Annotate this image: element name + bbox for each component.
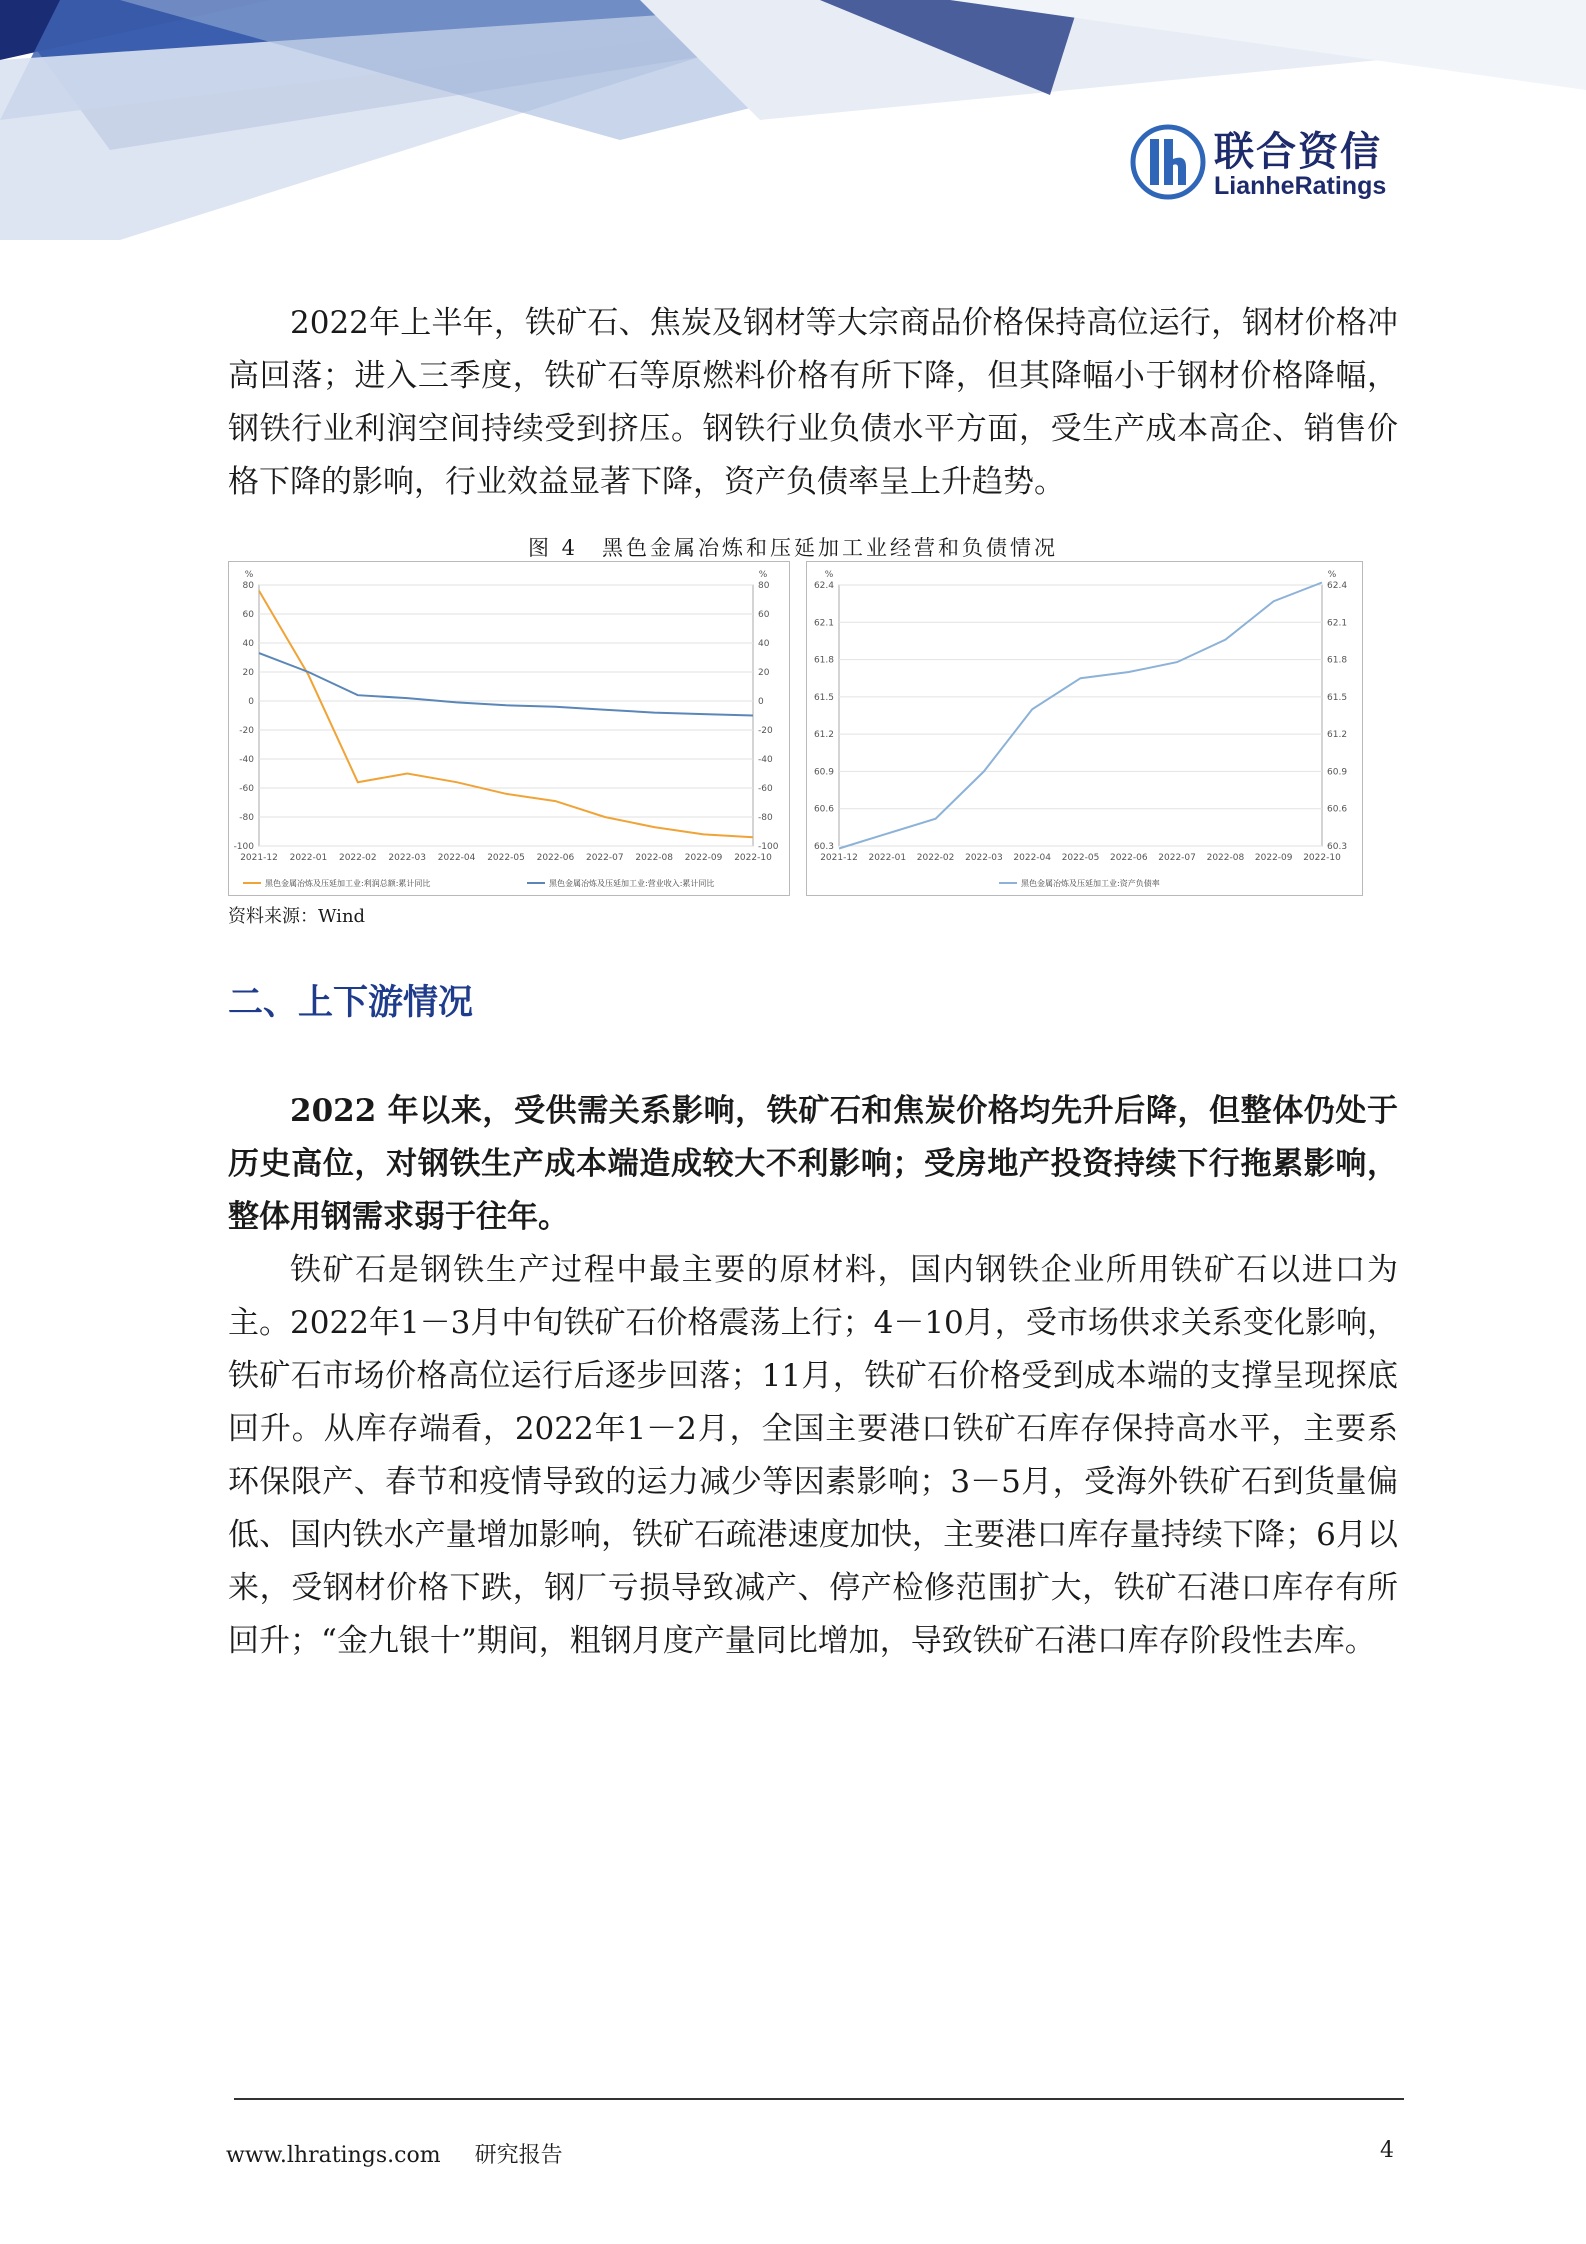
logo-name-en: LianheRatings: [1214, 172, 1387, 200]
footer-divider: [234, 2098, 1404, 2100]
chart-profit-revenue: [228, 561, 790, 896]
y-tick-label-right: 61.8: [1327, 655, 1348, 666]
x-tick-label: 2022-01: [289, 853, 328, 863]
y-tick-label-left: 60.9: [813, 767, 834, 778]
y-tick-label-left: 20: [242, 668, 254, 678]
y-tick-label-left: -60: [239, 784, 254, 794]
x-tick-label: 2021-12: [820, 853, 858, 863]
series-line: [259, 653, 753, 715]
x-tick-label: 2022-03: [388, 853, 427, 863]
y-unit-left: %: [824, 570, 834, 580]
y-tick-label-right: -40: [758, 755, 773, 765]
y-tick-label-right: 80: [758, 581, 770, 591]
x-tick-label: 2022-02: [916, 853, 955, 863]
y-tick-label-left: 61.8: [813, 655, 834, 666]
y-tick-label-right: 60: [758, 610, 770, 620]
y-tick-label-left: -20: [239, 726, 254, 736]
figure-title: 图 4 黑色金属冶炼和压延加工业经营和负债情况: [527, 536, 1059, 560]
y-unit-right: %: [1327, 570, 1337, 580]
company-logo: [1130, 118, 1420, 208]
y-tick-label-right: 40: [758, 639, 770, 649]
logo-mark-icon: [1130, 124, 1206, 200]
y-unit-left: %: [244, 570, 254, 580]
x-tick-label: 2022-10: [734, 853, 772, 863]
y-tick-label-left: 60.6: [813, 804, 834, 815]
y-tick-label-right: -100: [758, 842, 779, 852]
footer-left: [226, 2138, 563, 2169]
chart-debt-ratio: [806, 561, 1363, 896]
x-tick-label: 2022-08: [1206, 853, 1245, 863]
figure-source: 资料来源：Wind: [228, 906, 366, 927]
x-tick-label: 2021-12: [240, 853, 278, 863]
paragraph-summary-bold: 2022 年以来，受供需关系影响，铁矿石和焦炭价格均先升后降，但整体仍处于历史高位，对钢铁生产成本端造成较大不利影响；受房地产投资持续下行拖累影响，整体用钢需求弱于往年。: [228, 1093, 1398, 1235]
x-tick-label: 2022-07: [585, 853, 624, 863]
y-tick-label-right: -20: [758, 726, 773, 736]
x-tick-label: 2022-05: [487, 853, 525, 863]
y-tick-label-left: 60: [242, 610, 254, 620]
y-tick-label-right: 62.1: [1327, 618, 1348, 629]
logo-name-cn: 联合资信: [1214, 129, 1382, 175]
y-tick-label-right: 61.2: [1327, 730, 1348, 741]
legend-label: 黑色金属冶炼及压延加工业:营业收入:累计同比: [549, 879, 715, 888]
x-tick-label: 2022-01: [868, 853, 907, 863]
y-tick-label-left: 61.2: [813, 730, 834, 741]
y-tick-label-right: 61.5: [1327, 692, 1348, 703]
y-tick-label-right: 60.9: [1327, 767, 1348, 778]
y-tick-label-right: -80: [758, 813, 773, 823]
section-heading: 二、上下游情况: [228, 983, 474, 1023]
y-tick-label-right: 60.6: [1327, 804, 1348, 815]
y-tick-label-right: 60.3: [1327, 842, 1348, 852]
footer-website[interactable]: www.lhratings.com: [226, 2143, 441, 2168]
paragraph-iron-ore: 铁矿石是钢铁生产过程中最主要的原材料，国内钢铁企业所用铁矿石以进口为主。2022年1－3月中旬铁矿石价格震荡上行；4－10月，受市场供求关系变化影响，铁矿石市场价格高位运行后逐步回落；11月，铁矿石价格受到成本端的支撑呈现探底回升。从库存端看，2022年1－2月，全国主要港口铁矿石库存保持高水平，主要系环保限产、春节和疫情导致的运力减少等因素影响；3－5月，受海外铁矿石到货量偏低、国内铁水产量增加影响，铁矿石疏港速度加快，主要港口库存量持续下降；6月以来，受钢材价格下跌，钢厂亏损导致减产、停产检修范围扩大，铁矿石港口库存有所回升；“金九银十”期间，粗钢月度产量同比增加，导致铁矿石港口库存阶段性去库。: [228, 1252, 1398, 1659]
y-tick-label-left: -80: [239, 813, 254, 823]
x-tick-label: 2022-09: [684, 853, 723, 863]
y-tick-label-left: 62.1: [813, 618, 834, 629]
y-tick-label-left: 60.3: [813, 842, 834, 852]
x-tick-label: 2022-05: [1061, 853, 1100, 863]
x-tick-label: 2022-09: [1254, 853, 1293, 863]
x-tick-label: 2022-02: [338, 853, 377, 863]
y-unit-right: %: [758, 570, 768, 580]
y-tick-label-left: 61.5: [813, 692, 834, 703]
chart-debt-ratio-svg: [807, 562, 1362, 895]
y-tick-label-left: 62.4: [813, 581, 834, 591]
y-tick-label-left: 80: [242, 581, 254, 591]
paragraph-price-trend: 2022年上半年，铁矿石、焦炭及钢材等大宗商品价格保持高位运行，钢材价格冲高回落；进入三季度，铁矿石等原燃料价格有所下降，但其降幅小于钢材价格降幅，钢铁行业利润空间持续受到挤压。钢铁行业负债水平方面，受生产成本高企、销售价格下降的影响，行业效益显著下降，资产负债率呈上升趋势。: [228, 305, 1398, 500]
x-tick-label: 2022-10: [1303, 853, 1341, 863]
plot-frame: [839, 585, 1322, 846]
x-tick-label: 2022-04: [1013, 853, 1052, 863]
legend-label: 黑色金属冶炼及压延加工业:资产负债率: [1021, 879, 1160, 888]
y-tick-label-right: -60: [758, 784, 773, 794]
y-tick-label-left: 0: [248, 697, 254, 707]
x-tick-label: 2022-03: [965, 853, 1003, 863]
y-tick-label-right: 20: [758, 668, 770, 678]
chart-profit-revenue-svg: [229, 562, 789, 895]
footer-page-number: 4: [1380, 2138, 1394, 2163]
footer-report-type: 研究报告: [474, 2143, 563, 2168]
x-tick-label: 2022-06: [1109, 853, 1148, 863]
x-tick-label: 2022-08: [635, 853, 674, 863]
legend-label: 黑色金属冶炼及压延加工业:利润总额:累计同比: [265, 879, 431, 888]
y-tick-label-left: 40: [242, 639, 254, 649]
y-tick-label-right: 62.4: [1327, 581, 1348, 591]
x-tick-label: 2022-04: [437, 853, 476, 863]
x-tick-label: 2022-07: [1158, 853, 1196, 863]
y-tick-label-right: 0: [758, 697, 764, 707]
plot-frame: [259, 585, 753, 846]
y-tick-label-left: -100: [233, 842, 254, 852]
y-tick-label-left: -40: [239, 755, 254, 765]
x-tick-label: 2022-06: [536, 853, 575, 863]
